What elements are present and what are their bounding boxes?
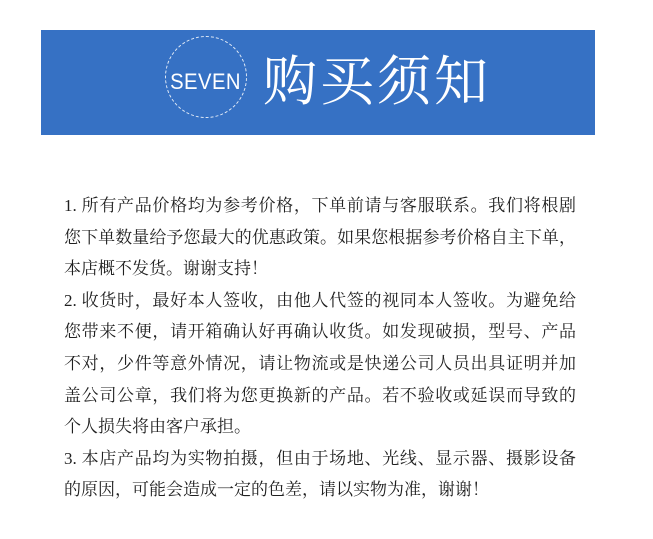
- seven-badge-circle: [165, 36, 247, 118]
- notice-line-1: 1. 所有产品价格均为参考价格，下单前请与客服联系。我们将根剧: [64, 196, 576, 215]
- notice-line-7: 盖公司公章，我们将为您更换新的产品。若不验收或延误而导致的: [64, 385, 576, 405]
- notice-line-3: 本店概不发货。谢谢支持！: [64, 259, 268, 279]
- notice-line-8: 个人损失将由客户承担。: [64, 417, 251, 437]
- notice-line-10: 的原因，可能会造成一定的色差，请以实物为准，谢谢！: [64, 480, 489, 500]
- page-title: 购买须知: [263, 52, 491, 112]
- header-banner: [41, 30, 595, 135]
- notice-line-4: 2. 收货时，最好本人签收，由他人代签的视同本人签收。为避免给: [64, 290, 576, 310]
- notice-line-2: 您下单数量给予您最大的优惠政策。如果您根据参考价格自主下单，: [64, 227, 576, 247]
- notice-text-block: [64, 190, 576, 506]
- notice-line-6: 不对，少件等意外情况，请让物流或是快递公司人员出具证明并加: [64, 353, 576, 373]
- notice-line-9: 3. 本店产品均为实物拍摄，但由于场地、光线、显示器、摄影设备: [64, 448, 576, 468]
- seven-brand-label: SEVEN: [170, 68, 242, 94]
- notice-line-5: 您带来不便，请开箱确认好再确认收货。如发现破损，型号、产品: [64, 322, 576, 342]
